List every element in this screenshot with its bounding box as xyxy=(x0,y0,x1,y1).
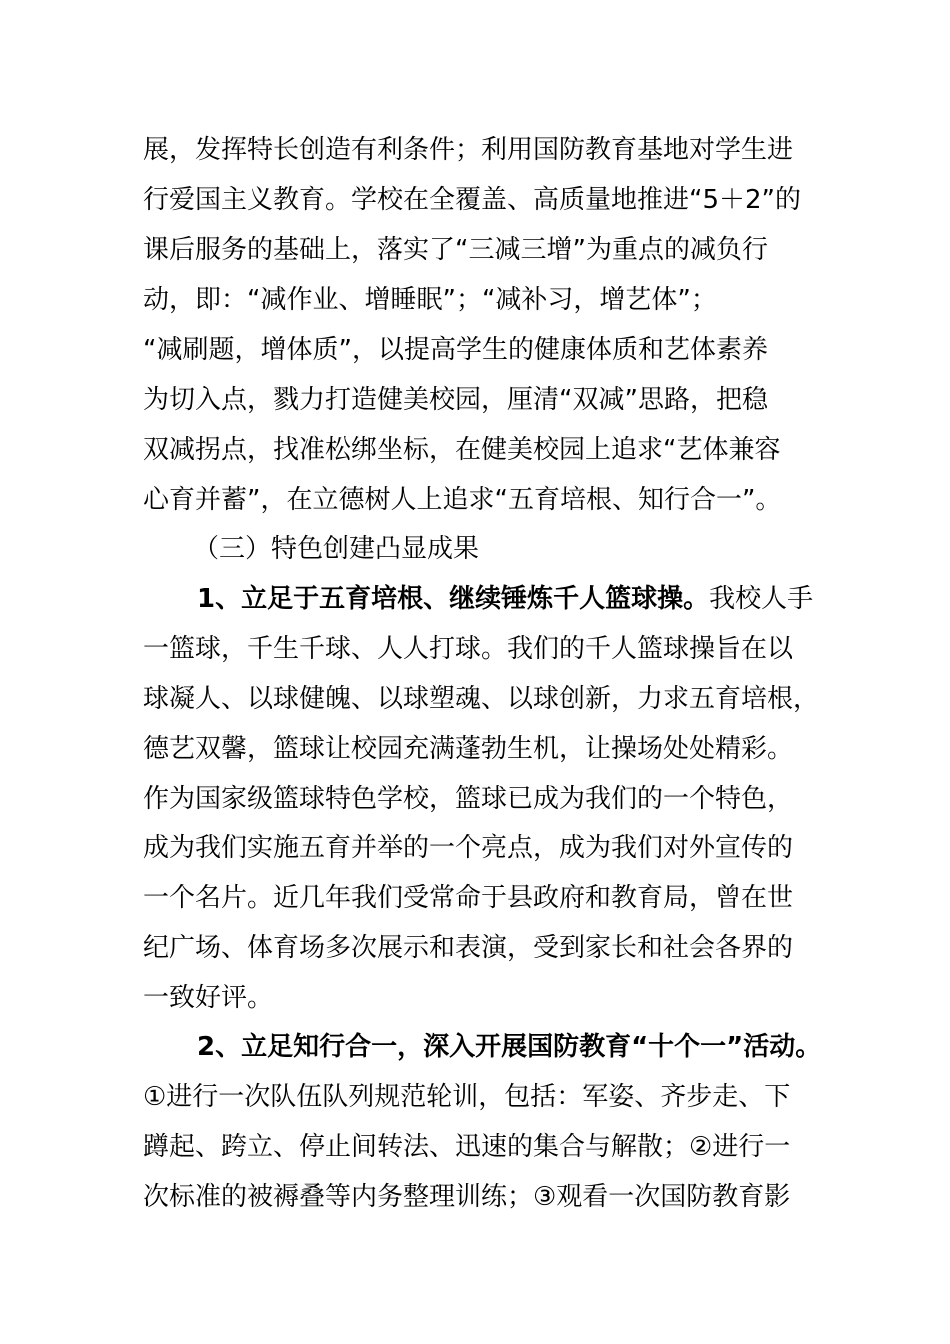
text-line: 次标准的被褥叠等内务整理训练；③观看一次国防教育影 xyxy=(143,1182,791,1212)
text-line: 作为国家级篮球特色学校，篮球已成为我们的一个特色， xyxy=(143,784,794,814)
item-1-heading: 1、立足于五育培根、继续锤炼千人篮球操。 xyxy=(197,584,710,614)
text-line: 为切入点，戮力打造健美校园，厘清“双减”思路，把稳 xyxy=(143,385,768,415)
item-2-heading: 2、立足知行合一，深入开展国防教育“十个一”活动。 xyxy=(197,1032,822,1062)
text-line: 球凝人、以球健魄、以球塑魂、以球创新，力求五育培根， xyxy=(143,684,820,714)
item-1-text: 我校人手 xyxy=(709,584,814,614)
text-line: 行爱国主义教育。学校在全覆盖、高质量地推进“5＋2”的 xyxy=(143,185,802,215)
item-1-paragraph-start xyxy=(197,581,813,617)
section-heading: （三）特色创建凸显成果 xyxy=(193,534,480,564)
text-line: “减刷题，增体质”，以提高学生的健康体质和艺体素养 xyxy=(143,335,768,365)
text-line: 成为我们实施五育并举的一个亮点，成为我们对外宣传的 xyxy=(143,833,794,863)
text-line: 一篮球，千生千球、人人打球。我们的千人篮球操旨在以 xyxy=(143,634,794,664)
text-line: 纪广场、体育场多次展示和表演，受到家长和社会各界的 xyxy=(143,933,794,963)
text-line: 蹲起、跨立、停止间转法、迅速的集合与解散；②进行一 xyxy=(143,1132,791,1162)
text-line: 动，即：“减作业、增睡眠”；“减补习，增艺体”； xyxy=(143,285,717,315)
text-line: 课后服务的基础上，落实了“三减三增”为重点的减负行 xyxy=(143,235,768,265)
text-line: 一致好评。 xyxy=(143,983,274,1013)
text-line: 展，发挥特长创造有利条件；利用国防教育基地对学生进 xyxy=(143,135,794,165)
text-line: 双减拐点，找准松绑坐标，在健美校园上追求“艺体兼容 xyxy=(143,435,781,465)
text-line: 心育并蓄”，在立德树人上追求“五育培根、知行合一”。 xyxy=(143,485,782,515)
text-line: 德艺双馨，篮球让校园充满蓬勃生机，让操场处处精彩。 xyxy=(143,734,794,764)
text-line: ①进行一次队伍队列规范轮训，包括：军姿、齐步走、下 xyxy=(143,1082,791,1112)
text-line: 一个名片。近几年我们受常命于县政府和教育局，曾在世 xyxy=(143,883,794,913)
